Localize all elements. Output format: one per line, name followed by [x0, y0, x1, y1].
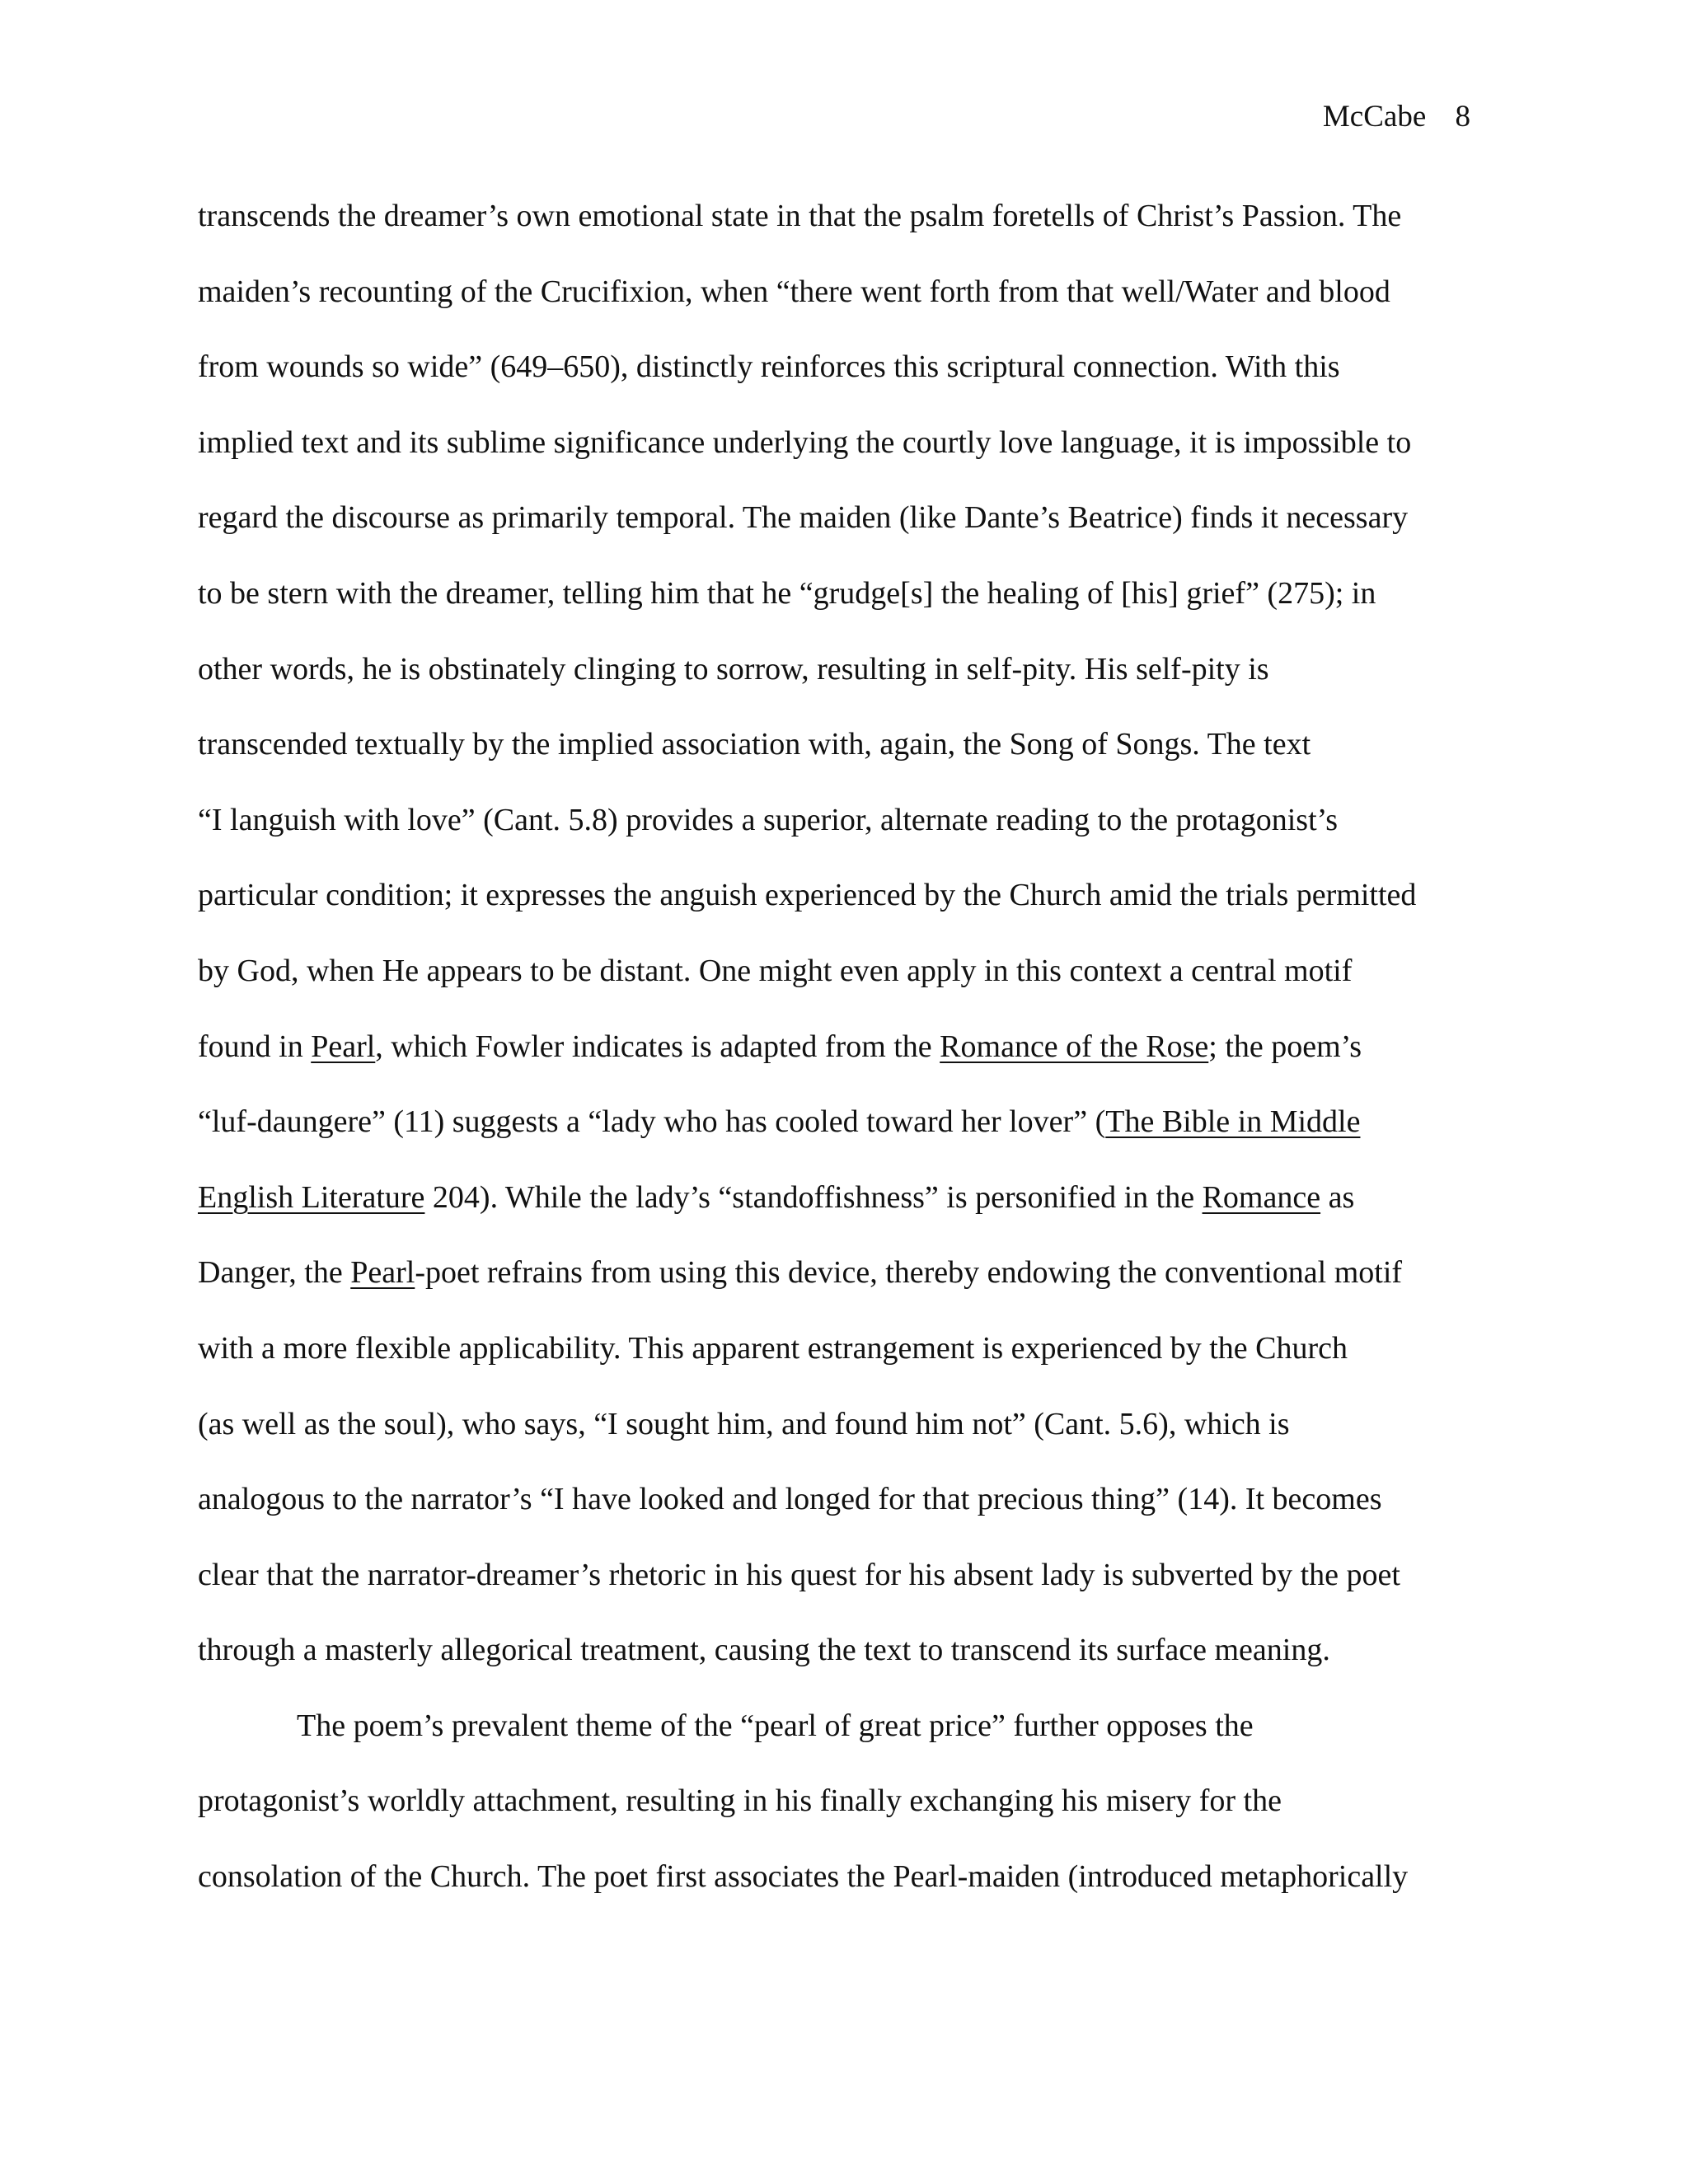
text-line: [198, 1097, 1500, 1173]
text-line: [198, 1173, 1500, 1249]
text-line: [198, 870, 1500, 946]
text-line: [198, 644, 1500, 720]
text-line: [198, 418, 1500, 494]
text-run: ; the poem’s: [1208, 1029, 1362, 1064]
text-run: from wounds so wide” (649–650), distinctly reinforces this scriptural connection. With this: [198, 349, 1340, 385]
text-line: [198, 569, 1500, 644]
header-author: McCabe: [1322, 100, 1427, 134]
page-number: 8: [1455, 100, 1470, 134]
text-line: [198, 1625, 1500, 1701]
text-line: [198, 1324, 1500, 1399]
text-line: [198, 1399, 1500, 1475]
text-run: particular condition; it expresses the anguish experienced by the Church amid the trials permitted: [198, 878, 1417, 913]
text-run: “luf-daungere” (11) suggests a “lady who has cooled toward her lover” (: [198, 1104, 1106, 1140]
text-run: protagonist’s worldly attachment, resulting in his finally exchanging his misery for the: [198, 1783, 1282, 1819]
text-line: [198, 1701, 1500, 1777]
text-line: [198, 1474, 1500, 1550]
text-line: [198, 267, 1500, 343]
underlined-title: Pearl: [311, 1029, 376, 1064]
underlined-title: The Bible in Middle: [1105, 1104, 1361, 1140]
text-run: Danger, the: [198, 1255, 351, 1291]
text-line: [198, 719, 1500, 795]
text-run: maiden’s recounting of the Crucifixion, when “there went forth from that well/Water and blood: [198, 274, 1390, 309]
text-line: [198, 946, 1500, 1022]
text-run: clear that the narrator-dreamer’s rhetoric in his quest for his absent lady is subverted by the poet: [198, 1557, 1400, 1592]
underlined-title: Pearl: [350, 1255, 415, 1291]
text-run: found in: [198, 1029, 312, 1064]
text-run: as: [1320, 1179, 1355, 1215]
text-run: “I languish with love” (Cant. 5.8) provides a superior, alternate reading to the protagonist’s: [198, 802, 1338, 837]
text-run: with a more flexible applicability. This apparent estrangement is experienced by the Church: [198, 1330, 1348, 1366]
text-run: transcended textually by the implied association with, again, the Song of Songs. The text: [198, 727, 1311, 762]
text-line: [198, 1248, 1500, 1324]
underlined-title: English Literature: [198, 1179, 425, 1215]
text-line: [198, 493, 1500, 569]
text-run: 204). While the lady’s “standoffishness” is personified in the: [424, 1179, 1203, 1215]
text-line: [198, 1022, 1500, 1098]
text-line: [198, 191, 1500, 267]
text-run: (as well as the soul), who says, “I sought him, and found him not” (Cant. 5.6), which is: [198, 1406, 1290, 1441]
text-run: through a masterly allegorical treatment, causing the text to transcend its surface meaning.: [198, 1633, 1330, 1668]
text-run: implied text and its sublime significance underlying the courtly love language, it is impossible to: [198, 424, 1412, 460]
text-run: regard the discourse as primarily temporal. The maiden (like Dante’s Beatrice) finds it necessary: [198, 500, 1409, 536]
running-header: [1323, 92, 1470, 142]
text-line: [198, 795, 1500, 871]
text-run: -poet refrains from using this device, thereby endowing the conventional motif: [415, 1255, 1403, 1291]
text-run: analogous to the narrator’s “I have looked and longed for that precious thing” (14). It becomes: [198, 1482, 1382, 1517]
text-run: The poem’s prevalent theme of the “pearl of great price” further opposes the: [297, 1708, 1254, 1743]
text-line: [198, 1550, 1500, 1626]
underlined-title: Romance of the Rose: [940, 1029, 1209, 1064]
text-run: other words, he is obstinately clinging to sorrow, resulting in self-pity. His self-pity is: [198, 651, 1269, 687]
text-run: by God, when He appears to be distant. One might even apply in this context a central motif: [198, 953, 1353, 988]
underlined-title: Romance: [1202, 1179, 1321, 1215]
text-run: , which Fowler indicates is adapted from the: [375, 1029, 940, 1064]
text-run: transcends the dreamer’s own emotional state in that the psalm foretells of Christ’s Passion. The: [198, 199, 1402, 233]
text-line: [198, 1776, 1500, 1852]
text-run: to be stern with the dreamer, telling him that he “grudge[s] the healing of [his] grief” (275); in: [198, 575, 1376, 611]
text-run: consolation of the Church. The poet first associates the Pearl-maiden (introduced metaphorically: [198, 1859, 1409, 1895]
body-text: [198, 191, 1500, 1928]
text-line: [198, 342, 1500, 418]
text-line: [198, 1852, 1500, 1928]
